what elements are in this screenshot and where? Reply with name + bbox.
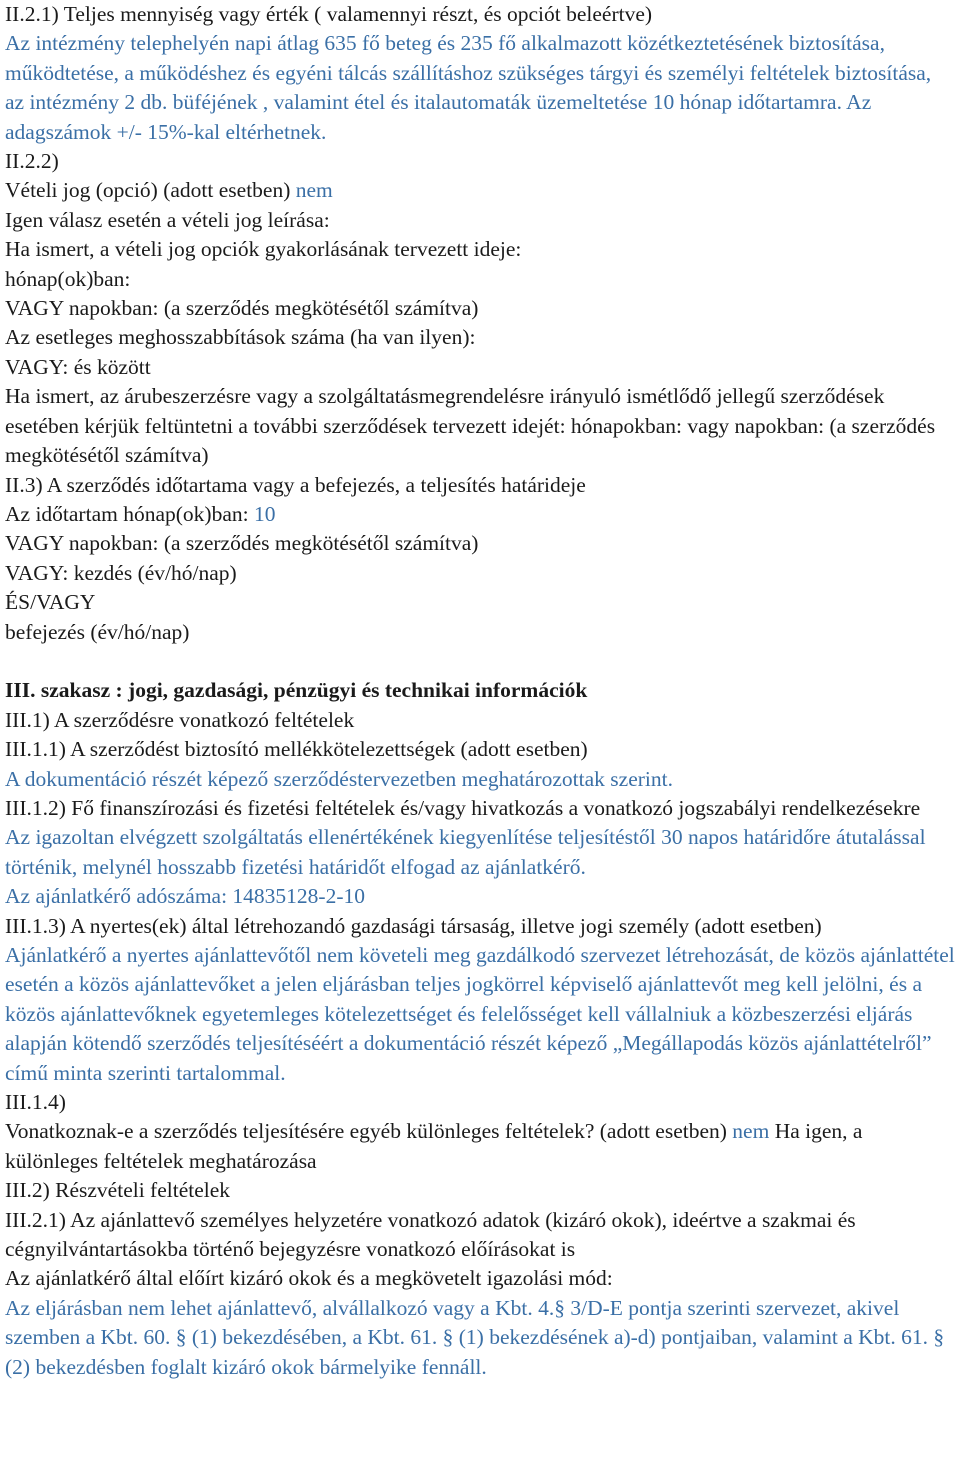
section-ii21-value: Az intézmény telephelyén napi átlag 635 fő beteg és 235 fő alkalmazott közétkeztetésének biztosítása, működtetése, a működéshez és egyéni tálcás szállításhoz szükséges tárgyi és személyi feltételek biztosítása, az intézmény 2 db. büféjének , valamint étel és italautomaták üzemeltetése 10 hónap időtartamra. Az adagszámok +/- 15%-kal eltérhetnek. [5,31,932,144]
tax-number: Az ajánlatkérő adószáma: 14835128-2-10 [5,884,365,909]
option-line [5,176,955,205]
section-iii12-value: Az igazoltan elvégzett szolgáltatás ellenértékének kiegyenlítése teljesítéstől 30 napos határidőre átutalással történik, melynél hosszabb fizetési határidőt elfogad az ajánlatkérő. [5,825,926,879]
section-iii13-heading: III.1.3) A nyertes(ek) által létrehozandó gazdasági társaság, illetve jogi személy (adott esetben) [5,913,822,938]
section-ii21-heading: II.2.1) Teljes mennyiség vagy érték ( valamennyi részt, és opciót beleértve) [5,2,653,26]
end-date-label: befejezés (év/hó/nap) [5,619,190,644]
special-conditions-question: Vonatkoznak-e a szerződés teljesítésére egyéb különleges feltételek? (adott esetben) [5,1119,733,1144]
section-iii-heading: III. szakasz : jogi, gazdasági, pénzügyi és technikai információk [5,678,588,703]
section-iii14-heading: III.1.4) [5,1090,66,1115]
exclusion-grounds-value: Az eljárásban nem lehet ajánlattevő, alvállalkozó vagy a Kbt. 4.§ 3/D-E pontja szerinti szervezet, akivel szemben a Kbt. 60. § (1) bekezdésében, a Kbt. 61. § (1) bekezdésének a)-d) pontjaiban, valamint a Kbt. 61. § (2) bekezdésben foglalt kizáró okok bármelyike fennáll. [5,1295,945,1379]
section-iii11-heading: III.1.1) A szerződést biztosító mellékkötelezettségek (adott esetben) [5,737,588,762]
option-label: Vételi jog (opció) (adott esetben) [5,178,296,203]
option-months-label: hónap(ok)ban: [5,266,131,291]
option-days-label: VAGY napokban: (a szerződés megkötésétől számítva) [5,296,479,321]
section-iii13-value: Ajánlatkérő a nyertes ajánlattevőtől nem követeli meg gazdálkodó szervezet létrehozását, de közös ajánlattétel esetén a közös ajánlattevőket a jelen eljárásban teljes jogkörrel képviselő ajánlattevőt meg kell jelölni, és a közös ajánlattevőknek egyetemleges kötelezettséget és felelősséget kell vállalniuk a közbeszerzési eljárás alapján kötendő szerződés teljesítéséért a dokumentáció részét képező „Megállapodás közös ajánlattételről” című minta szerinti tartalommal. [5,942,955,1085]
section-iii11-value: A dokumentáció részét képező szerződéstervezetben meghatározottak szerint. [5,766,673,791]
special-conditions-followup: Ha igen, a különleges feltételek meghatározása [5,1119,863,1173]
extensions-range-label: VAGY: és között [5,354,151,379]
recurring-contracts-label: Ha ismert, az árubeszerzésre vagy a szolgáltatásmegrendelésre irányuló ismétlődő jellegű szerződések esetében kérjük feltüntetni a további szerződések tervezett idejét: hónapokban: vagy napokban: (a szerződés megkötésétől számítva) [5,384,936,468]
option-value: nem [295,178,333,203]
section-ii3-heading: II.3) A szerződés időtartama vagy a befejezés, a teljesítés határideje [5,472,586,497]
duration-days-label: VAGY napokban: (a szerződés megkötésétől számítva) [5,531,479,556]
section-iii12-heading: III.1.2) Fő finanszírozási és fizetési feltételek és/vagy hivatkozás a vonatkozó jogszabályi rendelkezésekre [5,795,921,820]
section-spacer [5,647,955,676]
option-timing-label: Ha ismert, a vételi jog opciók gyakorlásának tervezett ideje: [5,237,522,262]
special-conditions-line [5,1117,955,1176]
start-date-label: VAGY: kezdés (év/hó/nap) [5,560,237,585]
section-iii1-heading: III.1) A szerződésre vonatkozó feltételek [5,707,355,732]
and-or-label: ÉS/VAGY [5,590,96,615]
section-iii21-heading: III.2.1) Az ajánlattevő személyes helyzetére vonatkozó adatok (kizáró okok), ideértve a szakmai és cégnyilvántartásokba történő bejegyzésre vonatkozó előírásokat is [5,1207,856,1262]
duration-label: Az időtartam hónap(ok)ban: [5,501,254,526]
extensions-label: Az esetleges meghosszabbítások száma (ha van ilyen): [5,325,476,350]
exclusion-grounds-label: Az ajánlatkérő által előírt kizáró okok és a megkövetelt igazolási mód: [5,1266,613,1291]
option-description-label: Igen válasz esetén a vételi jog leírása: [5,207,330,232]
section-iii2-heading: III.2) Részvételi feltételek [5,1178,231,1203]
special-conditions-answer: nem [732,1119,770,1144]
duration-line [5,500,955,529]
duration-value: 10 [253,501,276,526]
section-ii22-heading: II.2.2) [5,149,59,174]
